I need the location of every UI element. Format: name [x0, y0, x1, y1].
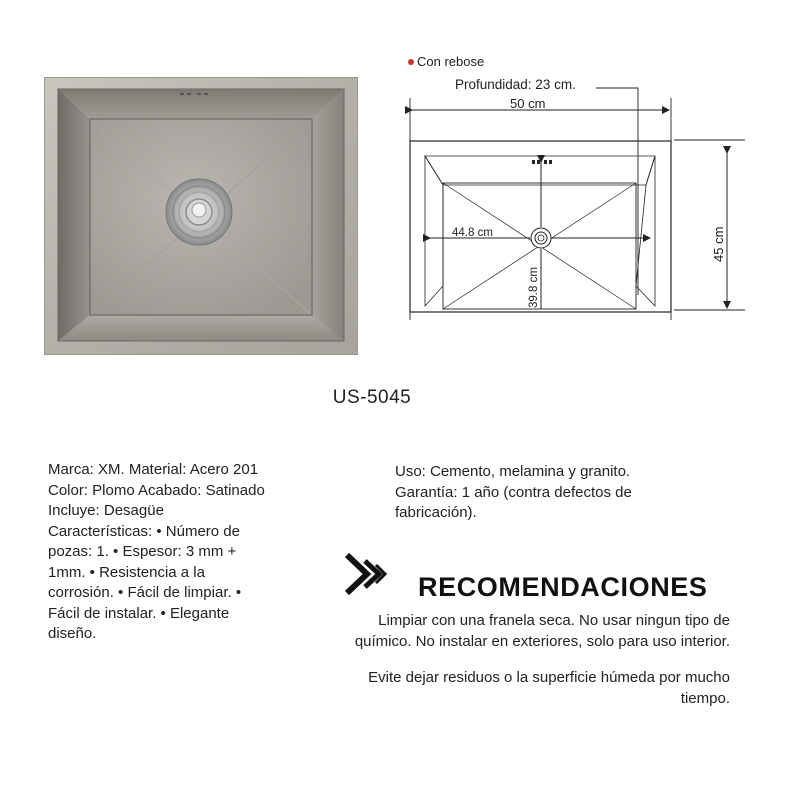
recommendations-title: RECOMENDACIONES	[418, 572, 708, 602]
recommendation-text: Evite dejar residuos o la superficie húmeda por mucho tiempo.	[368, 669, 730, 707]
double-chevron-icon	[343, 551, 393, 597]
recommendation-text: Limpiar con una franela seca. No usar ningun tipo de químico. No instalar en exteriores, solo para uso interior.	[354, 612, 730, 650]
height-outer-label: 45 cm	[711, 226, 726, 262]
width-outer-label: 50 cm	[510, 96, 546, 111]
width-inner-label: 44.8 cm	[452, 227, 493, 239]
depth-label: Profundidad: 23 cm.	[455, 77, 576, 92]
model-code: US-5045	[332, 387, 412, 408]
usage-line: Uso: Cemento, melamina y granito.	[395, 463, 631, 480]
warranty-line: Garantía: 1 año (contra defectos de fabricación).	[395, 483, 632, 521]
usage-info	[395, 462, 695, 524]
product-description: Marca: XM. Material: Acero 201 Color: Plomo Acabado: Satinado Incluye: Desagüe Características: • Número de pozas: 1. • Espesor: 3 mm + 1mm. • Resistencia a la corrosión. • Fácil de limpiar. • Fácil de instalar. • Elegante diseño.	[48, 461, 265, 642]
legend-label: Con rebose	[417, 54, 485, 69]
sink-photo	[44, 77, 358, 355]
height-inner-label: 39.8 cm	[528, 267, 540, 308]
dimension-diagram	[400, 50, 760, 330]
